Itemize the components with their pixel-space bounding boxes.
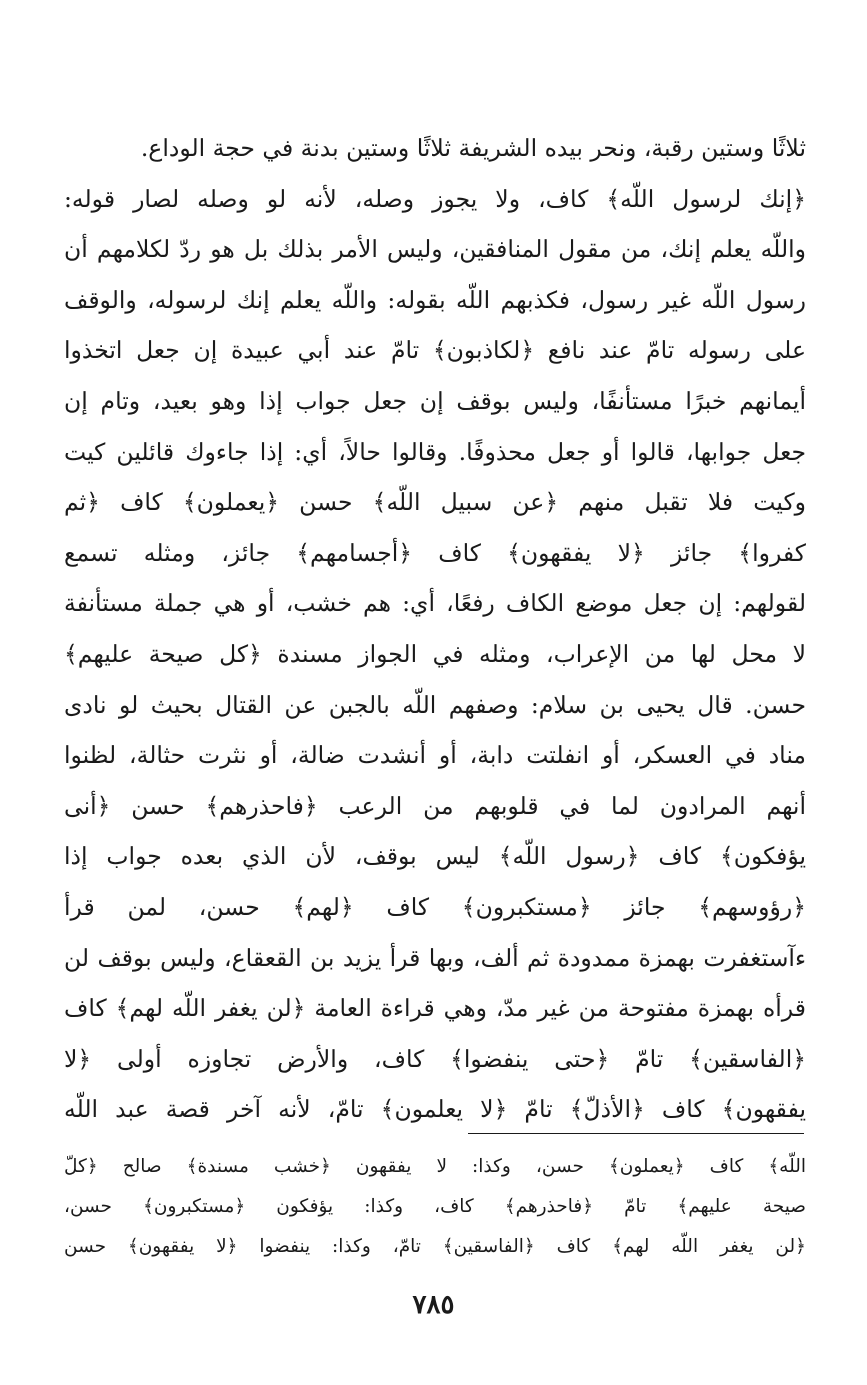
- text-line: لا محل لها من الإعراب، ومثله في الجواز مسندة ﴿كل صيحة عليهم﴾: [64, 639, 806, 668]
- footnote-line: اللّه﴾ كاف ﴿يعملون﴾ حسن، وكذا: لا يفقهون ﴿خشب مسندة﴾ صالح ﴿كلّ: [64, 1156, 806, 1177]
- text-line: لقولهم: إن جعل موضع الكاف رفعًا، أي: هم خشب، أو هي جملة مستأنفة: [64, 589, 806, 618]
- text-line: وكيت فلا تقبل منهم ﴿عن سبيل اللّه﴾ حسن ﴿يعملون﴾ كاف ﴿ثم: [64, 488, 806, 517]
- text-line: على رسوله تامّ عند نافع ﴿لكاذبون﴾ تامّ عند أبي عبيدة إن جعل اتخذوا: [64, 336, 806, 365]
- text-line: قرأه بهمزة مفتوحة من غير مدّ، وهي قراءة العامة ﴿لن يغفر اللّه لهم﴾ كاف: [64, 994, 806, 1023]
- text-line: ﴿الفاسقين﴾ تامّ ﴿حتى ينفضوا﴾ كاف، والأرض تجاوزه أولى ﴿لا: [64, 1044, 806, 1073]
- text-line: جعل جوابها، قالوا أو جعل محذوفًا. وقالوا حالاً، أي: إذا جاءوك قائلين كيت: [64, 437, 806, 466]
- footnote-line: ﴿لن يغفر اللّه لهم﴾ كاف ﴿الفاسقين﴾ تامّ، وكذا: ينفضوا ﴿لا يفقهون﴾ حسن: [64, 1236, 806, 1257]
- text-line: كفروا﴾ جائز ﴿لا يفقهون﴾ كاف ﴿أجسامهم﴾ جائز، ومثله تسمع: [64, 538, 806, 567]
- text-line: رسول اللّه غير رسول، فكذبهم اللّه بقوله: واللّه يعلم إنك لرسوله، والوقف: [64, 285, 806, 314]
- text-line: ءآستغفرت بهمزة ممدودة ثم ألف، وبها قرأ يزيد بن القعقاع، وليس بوقف لن: [64, 943, 806, 972]
- text-line: ثلاثًا وستين رقبة، ونحر بيده الشريفة ثلاثًا وستين بدنة في حجة الوداع.: [140, 134, 806, 162]
- text-line: يؤفكون﴾ كاف ﴿رسول اللّه﴾ ليس بوقف، لأن الذي بعده جواب إذا: [64, 842, 806, 871]
- footnote-divider: [468, 1133, 804, 1134]
- text-line: ﴿رؤوسهم﴾ جائز ﴿مستكبرون﴾ كاف ﴿لهم﴾ حسن، لمن قرأ: [64, 892, 806, 921]
- text-line: أيمانهم خبرًا مستأنفًا، وليس بوقف إن جعل جواب إذا وهو بعيد، وتام إن: [64, 386, 806, 415]
- text-line: مناد في العسكر، أو انفلتت دابة، أو أنشدت ضالة، أو نثرت حثالة، لظنوا: [64, 741, 806, 770]
- text-line: حسن. قال يحيى بن سلام: وصفهم اللّه بالجبن عن القتال بحيث لو نادى: [64, 690, 806, 719]
- text-line: واللّه يعلم إنك، من مقول المنافقين، وليس الأمر بذلك بل هو ردّ لكلامهم أن: [64, 235, 806, 264]
- text-line: أنهم المرادون لما في قلوبهم من الرعب ﴿فاحذرهم﴾ حسن ﴿أنى: [64, 791, 806, 820]
- footnotes-block: [64, 1147, 806, 1267]
- page-number: ٧٨٥: [412, 1290, 455, 1320]
- text-line: يفقهون﴾ كاف ﴿الأذلّ﴾ تامّ ﴿لا يعلمون﴾ تامّ، لأنه آخر قصة عبد اللّه: [64, 1095, 806, 1124]
- text-line: ﴿إنك لرسول اللّه﴾ كاف، ولا يجوز وصله، لأنه لو وصله لصار قوله:: [64, 184, 806, 213]
- main-text-block: [64, 123, 806, 1135]
- footnote-line: صيحة عليهم﴾ تامّ ﴿فاحذرهم﴾ كاف، وكذا: يؤفكون ﴿مستكبرون﴾ حسن،: [64, 1196, 806, 1217]
